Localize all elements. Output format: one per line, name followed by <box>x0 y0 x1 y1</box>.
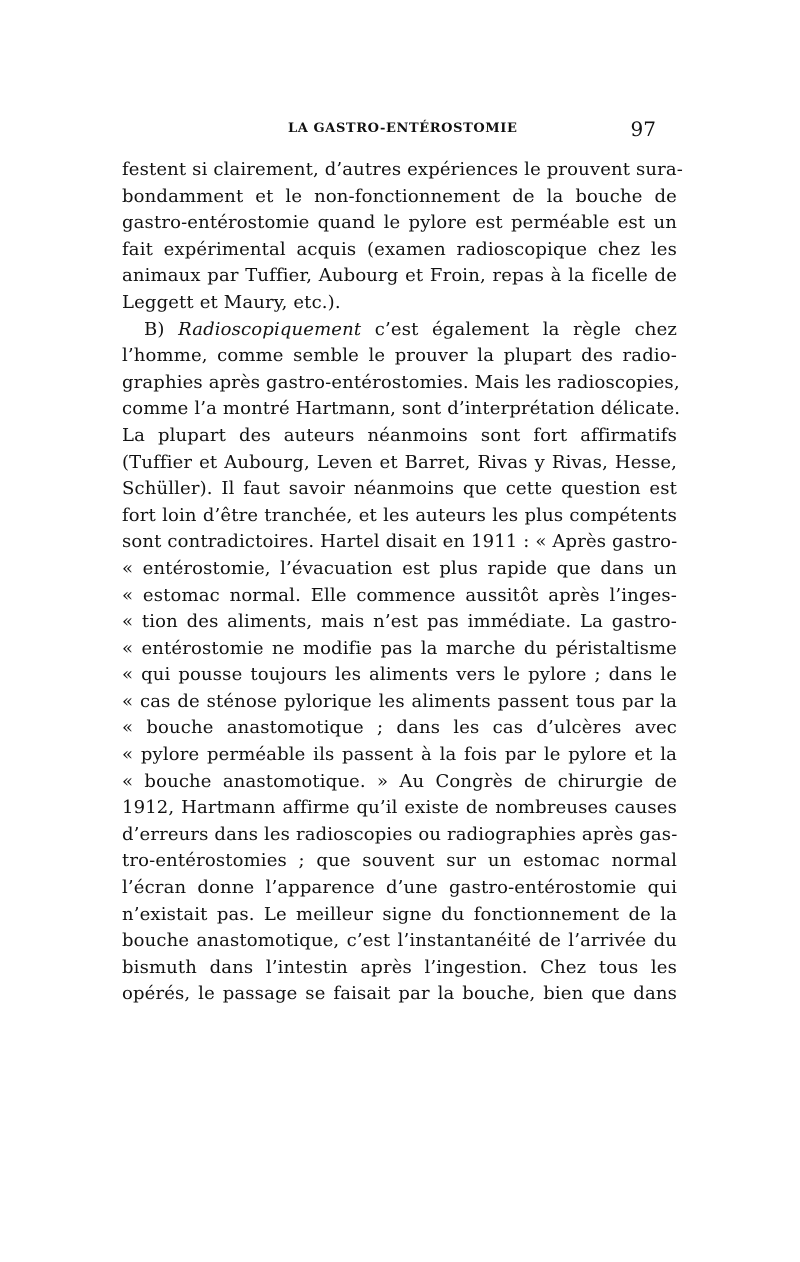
text-line: bouche anastomotique, c’est l’instantanéité de l’arrivée du <box>122 930 677 952</box>
quote-line: « bouche anastomotique. » Au Congrès de chirurgie de <box>122 770 677 792</box>
text-line: bondamment et le non-fonctionnement de la bouche de <box>122 185 677 207</box>
text-line: opérés, le passage se faisait par la bouche, bien que dans <box>122 983 677 1005</box>
text-line: La plupart des auteurs néanmoins sont fort affirmatifs <box>122 424 677 446</box>
text-line: gastro-entérostomie quand le pylore est perméable est un <box>122 212 677 234</box>
text-line: comme l’a montré Hartmann, sont d’interprétation délicate. <box>122 398 681 420</box>
quote-line: « cas de sténose pylorique les aliments passent tous par la <box>122 690 677 712</box>
text-line: animaux par Tuffier, Aubourg et Froin, repas à la ficelle de <box>122 265 677 287</box>
quote-line: « pylore perméable ils passent à la fois par le pylore et la <box>122 744 677 766</box>
section-label: B) <box>144 318 179 340</box>
quote-line: « entérostomie ne modifie pas la marche du péristaltisme <box>122 637 677 659</box>
quote-line: « entérostomie, l’évacuation est plus rapide que dans un <box>122 557 677 579</box>
text-line: d’erreurs dans les radioscopies ou radiographies après gas- <box>122 823 678 845</box>
text-line: sont contradictoires. Hartel disait en 1911 : « Après gastro- <box>122 531 678 553</box>
text-line: l’homme, comme semble le prouver la plupart des radio- <box>122 345 677 367</box>
text-line: tro-entérostomies ; que souvent sur un estomac normal <box>122 850 677 872</box>
text-line: bismuth dans l’intestin après l’ingestion. Chez tous les <box>122 956 677 978</box>
italic-term: Radioscopiquement <box>178 318 362 340</box>
running-title: LA GASTRO-ENTÉROSTOMIE <box>288 121 518 136</box>
text-line: graphies après gastro-entérostomies. Mais les radioscopies, <box>122 371 680 393</box>
text-line: festent si clairement, d’autres expériences le prouvent sura- <box>122 159 684 180</box>
quote-line: « qui pousse toujours les aliments vers le pylore ; dans le <box>122 664 677 686</box>
page-number: 97 <box>630 117 656 141</box>
text-line: fort loin d’être tranchée, et les auteurs les plus compétents <box>122 504 677 526</box>
body-text <box>122 157 684 1008</box>
quote-line: « estomac normal. Elle commence aussitôt après l’inges- <box>122 584 677 606</box>
quote-line: « bouche anastomotique ; dans les cas d’ulcères avec <box>122 717 677 739</box>
text-line-paragraph-b <box>122 317 677 344</box>
text-line: l’écran donne l’apparence d’une gastro-entérostomie qui <box>122 877 677 899</box>
text-line: Leggett et Maury, etc.). <box>122 291 341 313</box>
text-line: fait expérimental acquis (examen radioscopique chez les <box>122 238 677 260</box>
text-line: 1912, Hartmann affirme qu’il existe de nombreuses causes <box>122 797 677 819</box>
text-line: (Tuffier et Aubourg, Leven et Barret, Rivas y Rivas, Hesse, <box>122 451 677 473</box>
text-segment: c’est également la règle chez <box>361 318 678 340</box>
text-line: n’existait pas. Le meilleur signe du fonctionnement de la <box>122 903 677 925</box>
running-header <box>120 119 656 141</box>
quote-line: « tion des aliments, mais n’est pas immédiate. La gastro- <box>122 611 677 633</box>
text-line: Schüller). Il faut savoir néanmoins que cette question est <box>122 478 677 500</box>
